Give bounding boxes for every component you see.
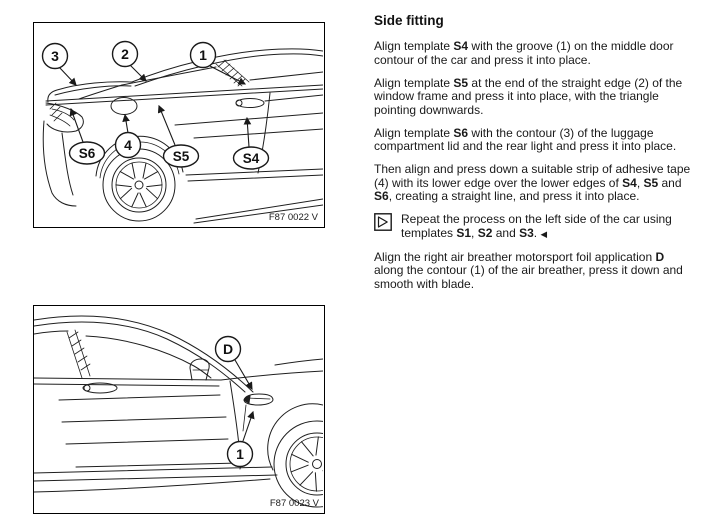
template-code: S3 (519, 225, 534, 240)
figure-1-caption: F87 0022 V (268, 212, 318, 223)
end-of-note-marker: ◀ (540, 228, 548, 239)
text-run: at the end of the straight edge (2) of the window frame and press it into place, with the triangle pointing downwards. (374, 75, 683, 117)
template-code: S4 (622, 175, 637, 190)
text-run: and (492, 225, 520, 240)
template-code: D (655, 249, 665, 264)
callout-3 (43, 44, 68, 69)
paragraph-text (374, 77, 696, 118)
figure-rear-quarter-view (33, 22, 325, 228)
callout-s5 (164, 145, 199, 167)
template-code: S5 (453, 75, 469, 90)
callout-4 (116, 133, 141, 158)
text-run: with the groove (1) on the middle door contour of the car and press it into place. (374, 39, 674, 67)
instruction-paragraph (374, 163, 696, 204)
leader-lines (59, 65, 249, 147)
svg-text:S5: S5 (172, 149, 190, 164)
paragraph-text (374, 163, 696, 204)
wheel-spokes (116, 163, 162, 207)
svg-text:4: 4 (124, 137, 132, 153)
template-code: S6 (453, 125, 469, 140)
instructions-column (374, 13, 696, 301)
text-run: Align the right air breather motorsport foil application (374, 249, 656, 264)
template-code: S5 (643, 175, 659, 190)
svg-text:3: 3 (51, 48, 59, 64)
svg-text:1: 1 (236, 446, 244, 462)
text-run: Align template (374, 39, 454, 53)
text-run: and (658, 175, 682, 190)
callout-d (216, 337, 241, 362)
text-run: , creating a straight line, and press it into place. (388, 189, 640, 203)
instruction-paragraph (374, 127, 696, 154)
svg-text:S4: S4 (242, 151, 260, 166)
text-run: . (533, 225, 541, 240)
callout-s6 (70, 142, 105, 164)
text-run: Then align and press down a suitable strip of adhesive tape (4) with its lower edge over the lower edges of (374, 162, 691, 190)
text-run: with the contour (3) of the luggage compartment lid and the rear light and press it into place. (374, 125, 677, 153)
svg-text:1: 1 (199, 47, 207, 63)
figure-front-side-view (33, 305, 325, 514)
text-run: Repeat the process on the left side of the car using templates (401, 212, 672, 240)
car-body-lines (43, 49, 323, 223)
instruction-paragraph (374, 251, 696, 292)
callout-1 (228, 442, 253, 467)
svg-text:D: D (222, 341, 234, 357)
callout-2 (113, 42, 138, 67)
figure-2-caption: F87 0023 V (269, 498, 319, 509)
svg-text:S6: S6 (78, 146, 96, 161)
text-run: , (471, 225, 478, 240)
template-code: S1 (456, 225, 472, 240)
template-code: S6 (374, 189, 389, 203)
instruction-paragraph (374, 77, 696, 118)
svg-text:2: 2 (121, 46, 129, 62)
paragraph-text (374, 251, 696, 292)
paragraph-text (374, 40, 696, 67)
procedure-triangle-icon (374, 213, 392, 231)
callout-s4 (234, 147, 269, 169)
paragraph-text (374, 127, 696, 154)
callout-1 (191, 43, 216, 68)
template-code: S4 (453, 39, 469, 53)
text-run: Align template (374, 75, 454, 90)
text-run: , (636, 175, 644, 190)
template-code: S2 (477, 225, 493, 240)
note-paragraph (374, 213, 696, 241)
instruction-paragraphs (374, 40, 696, 291)
car-body-lines (34, 316, 323, 507)
paragraph-text (401, 213, 696, 241)
instruction-paragraph (374, 40, 696, 67)
front-side-car-drawing (34, 306, 323, 512)
rear-quarter-car-drawing (34, 23, 323, 226)
wheel-spokes (291, 437, 323, 491)
text-run: Align template (374, 125, 454, 140)
section-heading: Side fitting (374, 13, 444, 28)
text-run: along the contour (1) of the air breather, press it down and smooth with blade. (374, 263, 683, 291)
